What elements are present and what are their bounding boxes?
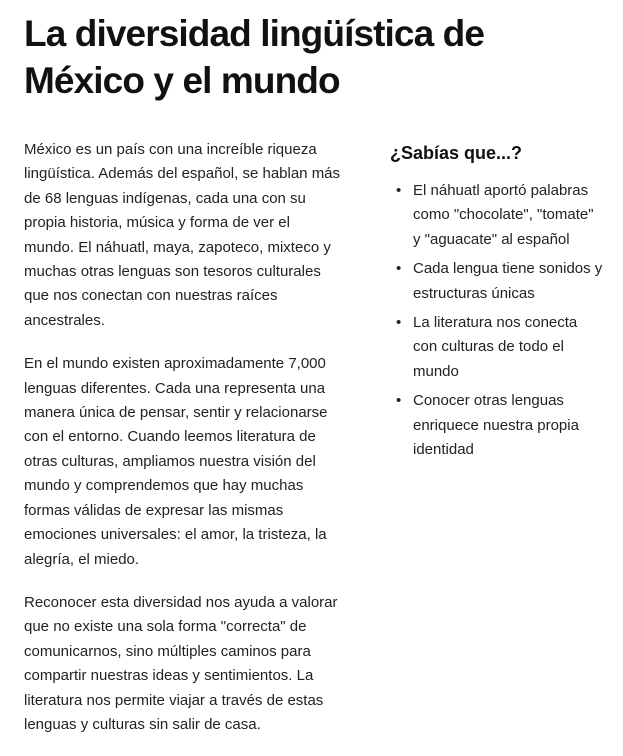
paragraph-recognizing-diversity: Reconocer esta diversidad nos ayuda a valorar que no existe una sola forma "correcta" de comunicarnos, sino múltiples caminos para compartir nuestras ideas y sentimientos. La literatura nos permite viajar a través de estas lenguas y culturas sin salir de casa.: [24, 593, 338, 733]
list-item: [390, 179, 605, 252]
fact-text: Conocer otras lenguas enriquece nuestra propia identidad: [413, 392, 579, 459]
list-item: [390, 311, 605, 384]
fact-text: La literatura nos conecta con culturas de todo el mundo: [413, 314, 578, 380]
paragraph-intro-mexico: México es un país con una increíble riqueza lingüística. Además del español, se hablan más de 68 lenguas indígenas, cada una con su propia historia, música y forma de ver el mundo. El náhuatl, maya, zapoteco, mixteco y muchas otras lenguas son tesoros culturales que nos conectan con nuestras raíces ancestrales.: [24, 141, 341, 329]
bullet-icon: •: [396, 314, 402, 332]
main-content: [24, 138, 342, 756]
did-you-know-sidebar: [390, 141, 605, 467]
bullet-icon: •: [396, 260, 402, 278]
fact-text: El náhuatl aportó palabras como "chocolate", "tomate" y "aguacate" al español: [413, 182, 594, 248]
list-item: [390, 389, 605, 462]
fact-list: [390, 179, 605, 462]
sidebar-heading: ¿Sabías que...?: [390, 143, 523, 163]
bullet-icon: •: [396, 182, 402, 199]
fact-text: Cada lengua tiene sonidos y estructuras únicas: [413, 260, 603, 302]
bullet-icon: •: [396, 392, 402, 410]
page-title: La diversidad lingüística de México y el mundo: [24, 13, 485, 101]
list-item: [390, 257, 605, 306]
paragraph-world-languages: En el mundo existen aproximadamente 7,000 lenguas diferentes. Cada una representa una manera única de pensar, sentir y relacionarse con el entorno. Cuando leemos literatura de otras culturas, ampliamos nuestra visión del mundo y comprendemos que hay muchas formas válidas de expresar las mismas emociones universales: el amor, la tristeza, la alegría, el miedo.: [24, 355, 328, 568]
